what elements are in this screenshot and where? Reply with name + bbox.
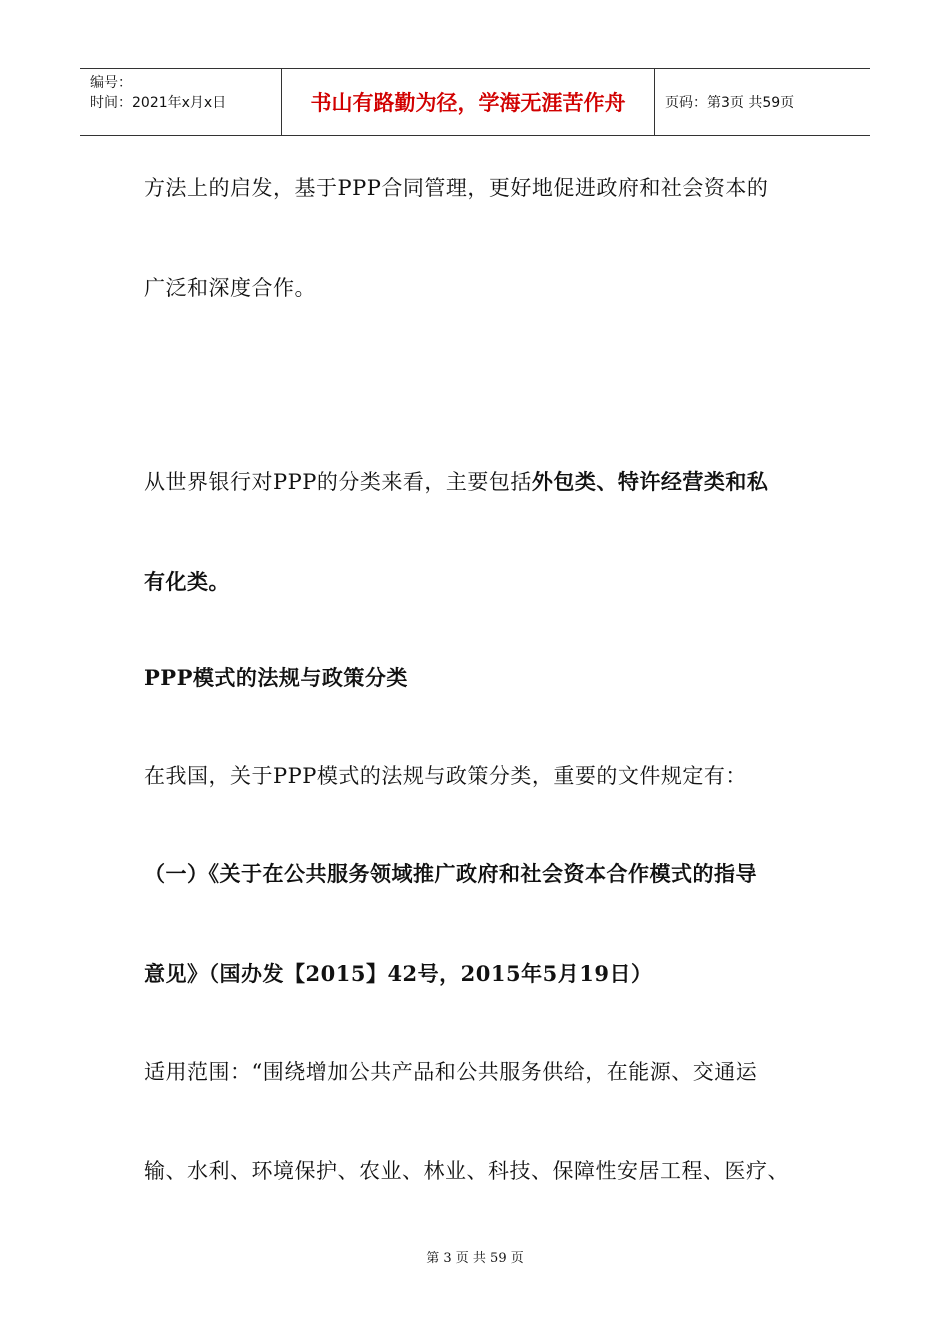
- document-date-label: 时间：2021年x月x日: [90, 95, 227, 111]
- paragraph-line: 方法上的启发，基于PPP合同管理，更好地促进政府和社会资本的: [144, 176, 769, 200]
- list-item-title: （一）《关于在公共服务领域推广政府和社会资本合作模式的指导: [144, 861, 757, 886]
- paragraph-text: 从世界银行对PPP的分类来看，主要包括: [144, 470, 532, 494]
- paragraph-line: 广泛和深度合作。: [144, 276, 316, 300]
- section-heading: PPP模式的法规与政策分类: [144, 665, 408, 690]
- page-footer: 第 3 页 共 59 页: [426, 1251, 524, 1266]
- paragraph-line: 适用范围：“围绕增加公共产品和公共服务供给，在能源、交通运: [144, 1060, 758, 1084]
- paragraph-line: 在我国，关于PPP模式的法规与政策分类，重要的文件规定有：: [144, 764, 747, 788]
- paragraph-emphasis: 有化类。: [144, 569, 230, 594]
- paragraph-line: [144, 466, 768, 496]
- list-item-title: 意见》（国办发【2015】42号，2015年5月19日）: [144, 961, 653, 986]
- header-page-info: 页码：第3页 共59页: [665, 95, 795, 111]
- header-motto: 书山有路勤为径，学海无涯苦作舟: [281, 69, 655, 135]
- document-number-label: 编号：: [90, 75, 132, 91]
- paragraph-emphasis: 外包类、特许经营类和私: [531, 469, 769, 494]
- page-header: [80, 68, 870, 136]
- header-meta: [80, 69, 281, 135]
- paragraph-line: 输、水利、环境保护、农业、林业、科技、保障性安居工程、医疗、: [144, 1159, 789, 1183]
